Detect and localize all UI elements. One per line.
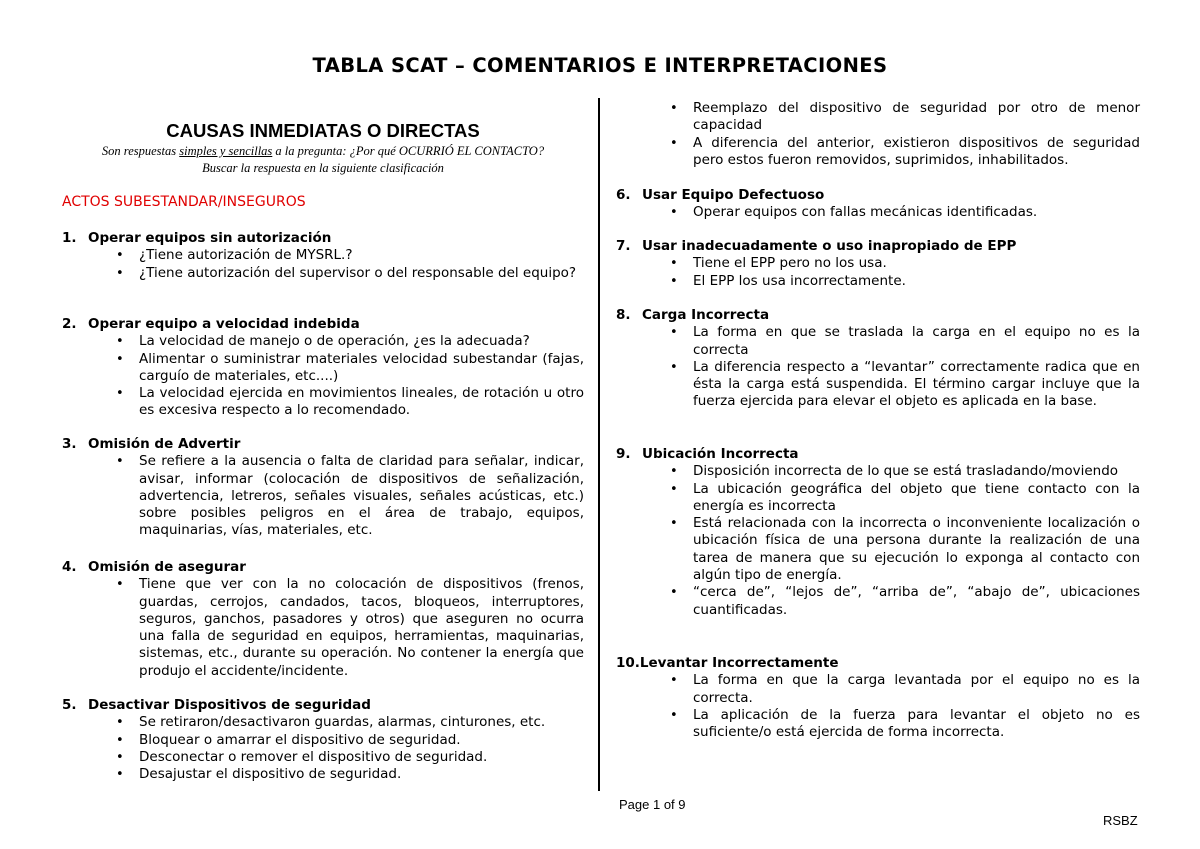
cause-bullet: • Se retiraron/desactivaron guardas, alarmas, cinturones, etc. xyxy=(62,714,584,731)
cause-title: 6. Usar Equipo Defectuoso xyxy=(616,187,825,203)
cause-item-1 xyxy=(62,230,584,282)
cause-item-9 xyxy=(616,446,1140,619)
cause-bullet: • Reemplazo del dispositivo de seguridad por otro de menor capacidad xyxy=(616,100,1140,135)
cause-bullet: • Tiene el EPP pero no los usa. xyxy=(616,255,1140,272)
section-title: CAUSAS INMEDIATAS O DIRECTAS xyxy=(166,120,480,141)
acts-heading: ACTOS SUBESTANDAR/INSEGUROS xyxy=(62,194,306,210)
cause-item-10 xyxy=(616,655,1140,741)
cause-item-3 xyxy=(62,436,584,540)
cause-title: 8. Carga Incorrecta xyxy=(616,307,770,323)
intro-line-2: Buscar la respuesta en la siguiente clasificación xyxy=(202,161,444,175)
intro-underlined: simples y sencillas xyxy=(179,144,273,158)
cause-bullet: • ¿Tiene autorización del supervisor o del responsable del equipo? xyxy=(62,265,584,282)
cause-item-7 xyxy=(616,238,1140,290)
intro-line-1 xyxy=(62,143,584,160)
cause-bullet: • Se refiere a la ausencia o falta de claridad para señalar, indicar, avisar, informar (colocación de dispositivos de señalización, advertencia, letreros, señales visuales, señales acústicas, etc.) sobre posibles peligros en el área de trabajo, equipos, maquinarias, vías, materiales, etc. xyxy=(62,453,584,539)
cause-bullet: • “cerca de”, “lejos de”, “arriba de”, “abajo de”, ubicaciones cuantificadas. xyxy=(616,584,1140,619)
cause-bullet: • A diferencia del anterior, existieron dispositivos de seguridad pero estos fueron removidos, suprimidos, inhabilitados. xyxy=(616,135,1140,170)
cause-bullet: • Desconectar o remover el dispositivo de seguridad. xyxy=(62,749,584,766)
cause-bullet: • La forma en que se traslada la carga en el equipo no es la correcta xyxy=(616,324,1140,359)
column-divider xyxy=(598,98,600,791)
cause-bullet: • Desajustar el dispositivo de seguridad. xyxy=(62,766,584,783)
cause-bullet: • La ubicación geográfica del objeto que tiene contacto con la energía es incorrecta xyxy=(616,481,1140,516)
cause-title: 9. Ubicación Incorrecta xyxy=(616,446,799,462)
cause-bullet: • Bloquear o amarrar el dispositivo de seguridad. xyxy=(62,732,584,749)
cause-title: 2. Operar equipo a velocidad indebida xyxy=(62,316,360,332)
cause-title: 7. Usar inadecuadamente o uso inapropiado de EPP xyxy=(616,238,1017,254)
cause-item-5 xyxy=(62,697,584,783)
cause-title: 1. Operar equipos sin autorización xyxy=(62,230,332,246)
cause-bullet: • La velocidad ejercida en movimientos lineales, de rotación u otro es excesiva respecto a lo recomendado. xyxy=(62,385,584,420)
cause-title: 3. Omisión de Advertir xyxy=(62,436,241,452)
cause-item-6 xyxy=(616,187,1140,222)
document-title: TABLA SCAT – COMENTARIOS E INTERPRETACIONES xyxy=(312,54,888,77)
author-initials: RSBZ xyxy=(1103,813,1138,828)
cause-title: 4. Omisión de asegurar xyxy=(62,559,246,575)
cause-bullet: • Tiene que ver con la no colocación de dispositivos (frenos, guardas, cerrojos, candados, tacos, bloqueos, interruptores, seguros, ganchos, pasadores y otros) que aseguren no ocurra una falla de seguridad en equipos, herramientas, maquinarias, sistemas, etc., durante su operación. No contener la energía que produjo el accidente/incidente. xyxy=(62,576,584,680)
cause-bullet: • La forma en que la carga levantada por el equipo no es la correcta. xyxy=(616,672,1140,707)
intro-prefix: Son respuestas xyxy=(101,144,180,158)
cause-title: 10.Levantar Incorrectamente xyxy=(616,655,839,671)
cause-bullet: • El EPP los usa incorrectamente. xyxy=(616,273,1140,290)
cause-continuation xyxy=(616,100,1140,169)
cause-bullet: • La diferencia respecto a “levantar” correctamente radica que en ésta la carga está suspendida. El término cargar incluye que la fuerza ejercida para elevar el objeto es aplicada en la base. xyxy=(616,359,1140,411)
cause-bullet: • Alimentar o suministrar materiales velocidad subestandar (fajas, carguío de materiales, etc....) xyxy=(62,351,584,386)
intro-suffix: a la pregunta: ¿Por qué OCURRIÓ EL CONTACTO? xyxy=(272,144,545,158)
cause-bullet: • Operar equipos con fallas mecánicas identificadas. xyxy=(616,204,1140,221)
page-number: Page 1 of 9 xyxy=(619,797,686,812)
cause-bullet: • Disposición incorrecta de lo que se está trasladando/moviendo xyxy=(616,463,1140,480)
cause-bullet: • La velocidad de manejo o de operación, ¿es la adecuada? xyxy=(62,333,584,350)
cause-bullet: • ¿Tiene autorización de MYSRL.? xyxy=(62,247,584,264)
cause-bullet: • La aplicación de la fuerza para levantar el objeto no es suficiente/o está ejercida de forma incorrecta. xyxy=(616,707,1140,742)
cause-item-2 xyxy=(62,316,584,420)
cause-bullet: • Está relacionada con la incorrecta o inconveniente localización o ubicación física de una persona durante la realización de una tarea de manera que su ejecución lo exponga al contacto con algún tipo de energía. xyxy=(616,515,1140,584)
cause-item-4 xyxy=(62,559,584,680)
cause-title: 5. Desactivar Dispositivos de seguridad xyxy=(62,697,371,713)
cause-item-8 xyxy=(616,307,1140,411)
